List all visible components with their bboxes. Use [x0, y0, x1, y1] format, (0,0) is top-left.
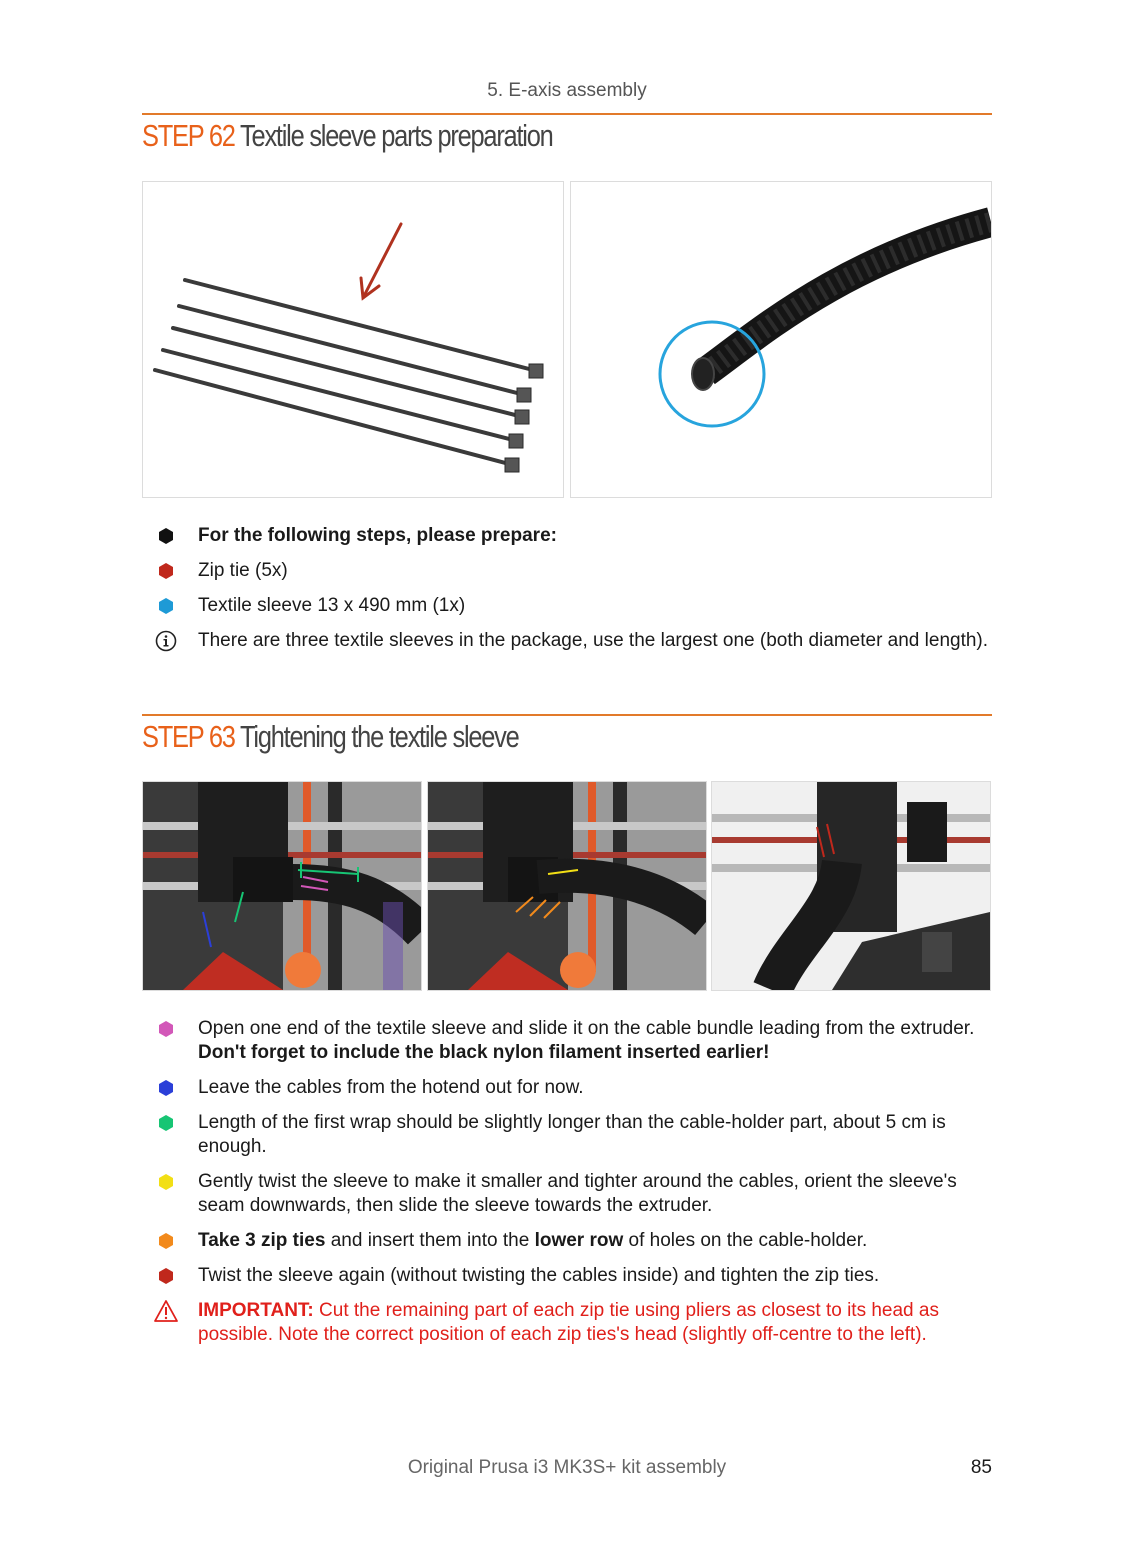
list-item — [155, 1299, 995, 1347]
photo-zip-ties — [142, 181, 564, 498]
info-icon — [155, 630, 177, 652]
insert-text: and insert them into the — [325, 1230, 535, 1251]
lower-row-strong: lower row — [534, 1230, 624, 1251]
list-item — [155, 629, 995, 653]
list-item — [155, 1264, 995, 1288]
step-63-name: Tightening the textile sleeve — [240, 719, 519, 754]
photo-twist-sleeve — [427, 781, 707, 991]
step-63-list — [155, 1017, 995, 1358]
list-item — [155, 524, 995, 548]
step-62-title — [142, 118, 553, 154]
yellow-hexagon-icon — [158, 1174, 174, 1190]
important-text: Cut the remaining part of each zip tie using pliers as closest to its head as possible. Note the correct position of each zip ties's head (slightly off-centre to the left). — [198, 1300, 939, 1345]
red-hexagon-icon — [158, 563, 174, 579]
page-number: 85 — [970, 1457, 992, 1478]
magenta-hexagon-icon — [158, 1021, 174, 1037]
list-item — [155, 559, 995, 583]
take-zip-ties-strong: Take 3 zip ties — [198, 1230, 326, 1251]
step-62-name: Textile sleeve parts preparation — [240, 118, 553, 153]
list-item — [155, 1076, 995, 1100]
step-63-number: STEP 63 — [142, 719, 235, 754]
slide-sleeve-text: Open one end of the textile sleeve and slide it on the cable bundle leading from the extruder. — [198, 1018, 975, 1039]
photo-tighten-zip-ties — [711, 781, 991, 991]
list-item — [155, 1229, 995, 1253]
cyan-hexagon-icon — [158, 598, 174, 614]
header-divider — [142, 113, 992, 115]
footer-title: Original Prusa i3 MK3S+ kit assembly — [407, 1457, 727, 1478]
list-item — [155, 594, 995, 618]
black-hexagon-icon — [158, 528, 174, 544]
hotend-cables-text: Leave the cables from the hotend out for now. — [198, 1077, 584, 1098]
step-63-divider — [142, 714, 992, 716]
section-header: 5. E-axis assembly — [487, 80, 647, 101]
info-text: There are three textile sleeves in the package, use the largest one (both diameter and length). — [198, 630, 989, 651]
twist-sleeve-text: Gently twist the sleeve to make it smaller and tighter around the cables, orient the sleeve's seam downwards, then slide the sleeve towards the extruder. — [198, 1171, 957, 1216]
photo-slide-sleeve — [142, 781, 422, 991]
step-63-title — [142, 719, 519, 755]
orange-hexagon-icon — [158, 1233, 174, 1249]
list-item — [155, 1017, 995, 1065]
textile-sleeve-text: Textile sleeve 13 x 490 mm (1x) — [198, 595, 466, 616]
tighten-text: Twist the sleeve again (without twisting the cables inside) and tighten the zip ties. — [198, 1265, 880, 1286]
green-hexagon-icon — [158, 1115, 174, 1131]
step-62-number: STEP 62 — [142, 118, 235, 153]
important-label: IMPORTANT: — [198, 1300, 314, 1321]
list-item — [155, 1111, 995, 1159]
list-item — [155, 1170, 995, 1218]
first-wrap-text: Length of the first wrap should be slightly longer than the cable-holder part, about 5 cm is enough. — [198, 1112, 946, 1157]
holes-text: of holes on the cable-holder. — [623, 1230, 868, 1251]
photo-textile-sleeve — [570, 181, 992, 498]
zip-tie-text: Zip tie (5x) — [198, 560, 288, 581]
red-hexagon-icon — [158, 1268, 174, 1284]
step-62-list — [155, 524, 995, 664]
warning-icon — [153, 1299, 179, 1323]
nylon-filament-note: Don't forget to include the black nylon filament inserted earlier! — [198, 1042, 770, 1063]
prepare-heading: For the following steps, please prepare: — [198, 525, 557, 546]
blue-hexagon-icon — [158, 1080, 174, 1096]
